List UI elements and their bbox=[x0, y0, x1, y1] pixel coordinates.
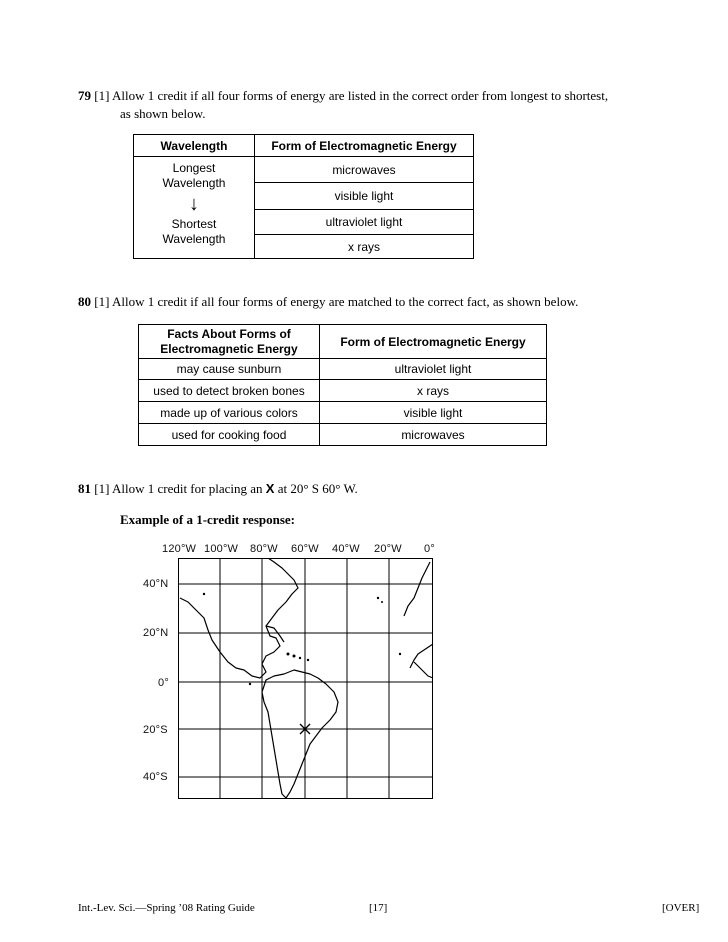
q79-header-form: Form of Electromagnetic Energy bbox=[255, 135, 474, 157]
lat-label: 0° bbox=[158, 677, 169, 689]
greenland-outline bbox=[404, 562, 430, 616]
q79-form-row: x rays bbox=[255, 235, 474, 259]
footer-right: [OVER] bbox=[662, 902, 700, 914]
q79-text bbox=[78, 88, 698, 104]
q81-x-mark: X bbox=[265, 481, 275, 496]
q80-table bbox=[138, 324, 547, 446]
q80-number: 80 bbox=[78, 294, 91, 309]
q79-line1: Allow 1 credit if all four forms of energy are listed in the correct order from longest to shortest, bbox=[111, 88, 609, 103]
africa-outline bbox=[410, 644, 433, 668]
lat-label: 40°N bbox=[143, 578, 169, 590]
lon-label: 100°W bbox=[204, 543, 239, 555]
north-america-outline bbox=[180, 558, 298, 678]
lon-label: 60°W bbox=[291, 543, 319, 555]
africa-west-coast bbox=[414, 662, 433, 678]
lon-label: 80°W bbox=[250, 543, 278, 555]
q80-form: x rays bbox=[320, 380, 547, 402]
down-arrow-icon: ↓ bbox=[189, 193, 199, 215]
lat-label: 40°S bbox=[143, 771, 168, 783]
q80-fact: used for cooking food bbox=[139, 424, 320, 446]
q79-form-row: microwaves bbox=[255, 157, 474, 183]
q80-credit: [1] bbox=[94, 294, 110, 309]
q81-number: 81 bbox=[78, 481, 91, 496]
q80-header-facts-1: Facts About Forms of bbox=[167, 326, 291, 341]
lon-label: 40°W bbox=[332, 543, 360, 555]
q80-form: microwaves bbox=[320, 424, 547, 446]
lon-label: 0° bbox=[424, 543, 435, 555]
map-grid bbox=[178, 558, 434, 800]
q79-form-row: ultraviolet light bbox=[255, 210, 474, 235]
q79-form-row: visible light bbox=[255, 183, 474, 210]
q80-header-form: Form of Electromagnetic Energy bbox=[320, 325, 547, 359]
q81-text bbox=[78, 481, 698, 497]
q80-fact: made up of various colors bbox=[139, 402, 320, 424]
footer-page-number: [17] bbox=[369, 902, 388, 914]
q79-longest: Longest bbox=[172, 161, 216, 175]
q79-line2: as shown below. bbox=[120, 106, 206, 121]
q79-shortest: Shortest bbox=[171, 217, 217, 231]
q81-text-before: Allow 1 credit for placing an bbox=[111, 481, 263, 496]
q80-form: visible light bbox=[320, 402, 547, 424]
q80-line: Allow 1 credit if all four forms of energy are matched to the correct fact, as shown below. bbox=[111, 294, 579, 309]
q80-form: ultraviolet light bbox=[320, 359, 547, 380]
lat-label: 20°N bbox=[143, 627, 169, 639]
q80-text bbox=[78, 294, 698, 310]
q79-credit: [1] bbox=[94, 88, 110, 103]
q79-table bbox=[133, 134, 474, 259]
q80-fact: used to detect broken bones bbox=[139, 380, 320, 402]
example-label: Example of a 1-credit response: bbox=[120, 512, 295, 527]
q79-number: 79 bbox=[78, 88, 91, 103]
q79-shortest-2: Wavelength bbox=[162, 232, 226, 246]
q81-text-after: at 20° S 60° W. bbox=[277, 481, 358, 496]
q80-header-facts bbox=[139, 325, 320, 359]
islands bbox=[203, 593, 401, 685]
q79-longest-2: Wavelength bbox=[162, 176, 226, 190]
q80-fact: may cause sunburn bbox=[139, 359, 320, 380]
q79-wavelength-cell bbox=[134, 157, 255, 259]
q79-header-wavelength: Wavelength bbox=[134, 135, 255, 157]
lon-label: 20°W bbox=[374, 543, 402, 555]
lat-label: 20°S bbox=[143, 724, 168, 736]
q80-header-facts-2: Electromagnetic Energy bbox=[160, 341, 298, 356]
footer-left: Int.-Lev. Sci.—Spring ’08 Rating Guide bbox=[78, 902, 255, 914]
q81-credit: [1] bbox=[94, 481, 110, 496]
lon-label: 120°W bbox=[162, 543, 197, 555]
